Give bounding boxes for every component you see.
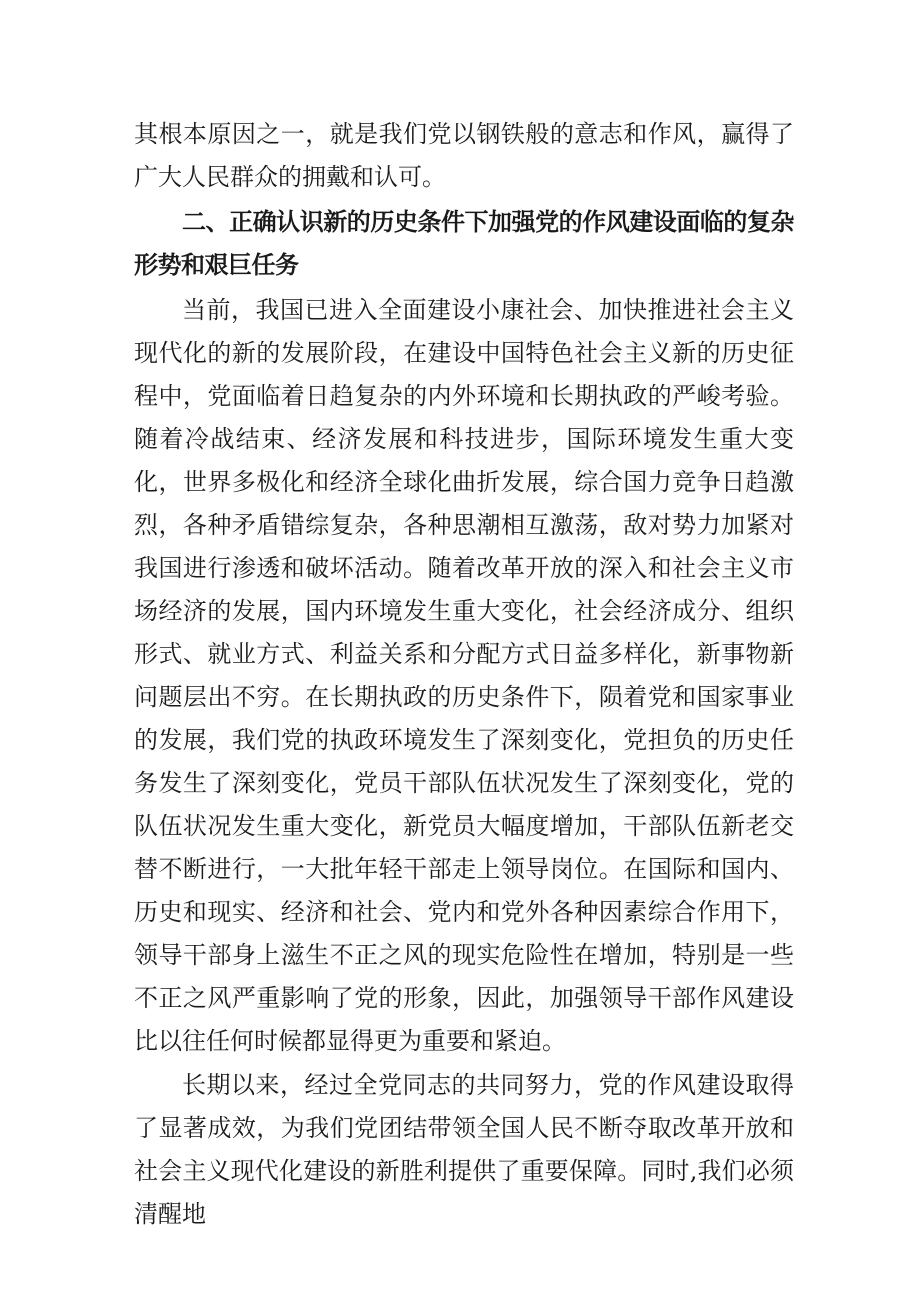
paragraph-continued: 其根本原因之一，就是我们党以钢铁般的意志和作风，赢得了广大人民群众的拥戴和认可。 (134, 120, 794, 191)
document-body (134, 113, 794, 1236)
section-heading: 二、正确认识新的历史条件下加强党的作风建设面临的复杂形势和艰巨任务 (134, 208, 794, 279)
paragraph-current-situation: 当前，我国已进入全面建设小康社会、加快推进社会主义现代化的新的发展阶段，在建设中国特色社会主义新的历史征程中，党面临着日趋复杂的内外环境和长期执政的严峻考验。随着冷战结束、经济发展和科技进步，国际环境发生重大变化，世界多极化和经济全球化曲折发展，综合国力竞争日趋激烈，各种矛盾错综复杂，各种思潮相互激荡，敌对势力加紧对我国进行渗透和破坏活动。随着改革开放的深入和社会主义市场经济的发展，国内环境发生重大变化，社会经济成分、组织形式、就业方式、利益关系和分配方式日益多样化，新事物新问题层出不穷。在长期执政的历史条件下，陨着党和国家事业的发展，我们党的执政环境发生了深刻变化，党担负的历史任务发生了深刻变化，党员干部队伍状况发生了深刻变化，党的队伍状况发生重大变化，新党员大幅度增加，干部队伍新老交替不断进行，一大批年轻干部走上领导岗位。在国际和国内、历史和现实、经济和社会、党内和党外各种因素综合作用下，领导干部身上滋生不正之风的现实危险性在增加，特别是一些不正之风严重影响了党的形象，因此，加强领导干部作风建设比以往任何时候都显得更为重要和紧迫。 (134, 296, 794, 1055)
paragraph-achievements: 长期以来，经过全党同志的共同努力，党的作风建设取得了显著成效，为我们党团结带领全国人民不断夺取改革开放和社会主义现代化建设的新胜利提供了重要保障。同时,我们必须清醒地 (134, 1071, 794, 1228)
